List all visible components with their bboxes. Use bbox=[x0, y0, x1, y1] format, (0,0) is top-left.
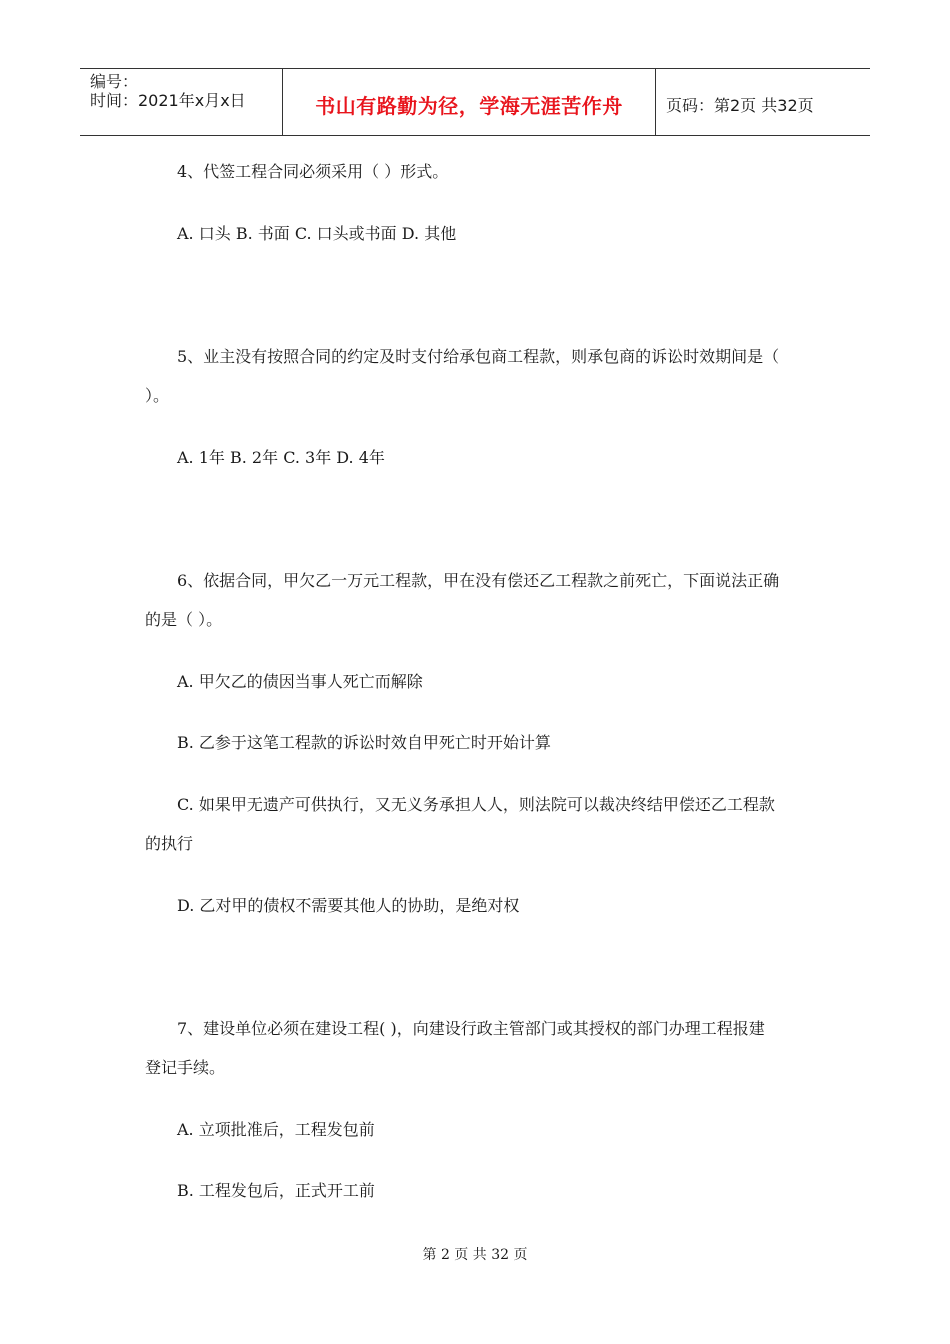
question-7-stem-line1: 7、建设单位必须在建设工程( )，向建设行政主管部门或其授权的部门办理工程报建 bbox=[177, 1019, 765, 1038]
document-date-label: 时间：2021年x月x日 bbox=[90, 91, 246, 110]
page-footer: 第 2 页 共 32 页 bbox=[422, 1247, 528, 1263]
header-motto: 书山有路勤为径，学海无涯苦作舟 bbox=[315, 93, 623, 118]
document-number-label: 编号： bbox=[90, 72, 139, 91]
page-header bbox=[80, 68, 870, 136]
question-4-options: A. 口头 B. 书面 C. 口头或书面 D. 其他 bbox=[177, 224, 457, 243]
question-6-stem-line2: 的是（ ）。 bbox=[145, 610, 223, 629]
question-5-stem-line1: 5、业主没有按照合同的约定及时支付给承包商工程款，则承包商的诉讼时效期间是（ bbox=[177, 347, 780, 366]
question-6-stem-line1: 6、依据合同，甲欠乙一万元工程款，甲在没有偿还乙工程款之前死亡，下面说法正确 bbox=[177, 571, 780, 590]
question-6-option-c-line1: C. 如果甲无遗产可供执行，又无义务承担人人，则法院可以裁决终结甲偿还乙工程款 bbox=[177, 795, 775, 814]
question-7-option-a: A. 立项批准后，工程发包前 bbox=[177, 1120, 375, 1139]
question-6-option-b: B. 乙参于这笔工程款的诉讼时效自甲死亡时开始计算 bbox=[177, 733, 551, 752]
question-6-option-c-line2: 的执行 bbox=[145, 834, 194, 853]
question-5-stem-line2: ）。 bbox=[145, 386, 170, 405]
header-meta bbox=[80, 69, 282, 135]
question-4-stem: 4、代签工程合同必须采用（ ）形式。 bbox=[177, 162, 449, 181]
question-5-options: A. 1年 B. 2年 C. 3年 D. 4年 bbox=[177, 448, 385, 467]
header-page-info: 页码：第2页 共32页 bbox=[666, 95, 814, 115]
question-6-option-a: A. 甲欠乙的债因当事人死亡而解除 bbox=[177, 672, 423, 691]
question-7-stem-line2: 登记手续。 bbox=[145, 1058, 226, 1077]
question-6-option-d: D. 乙对甲的债权不需要其他人的协助，是绝对权 bbox=[177, 896, 520, 915]
question-7-option-b: B. 工程发包后，正式开工前 bbox=[177, 1181, 375, 1200]
